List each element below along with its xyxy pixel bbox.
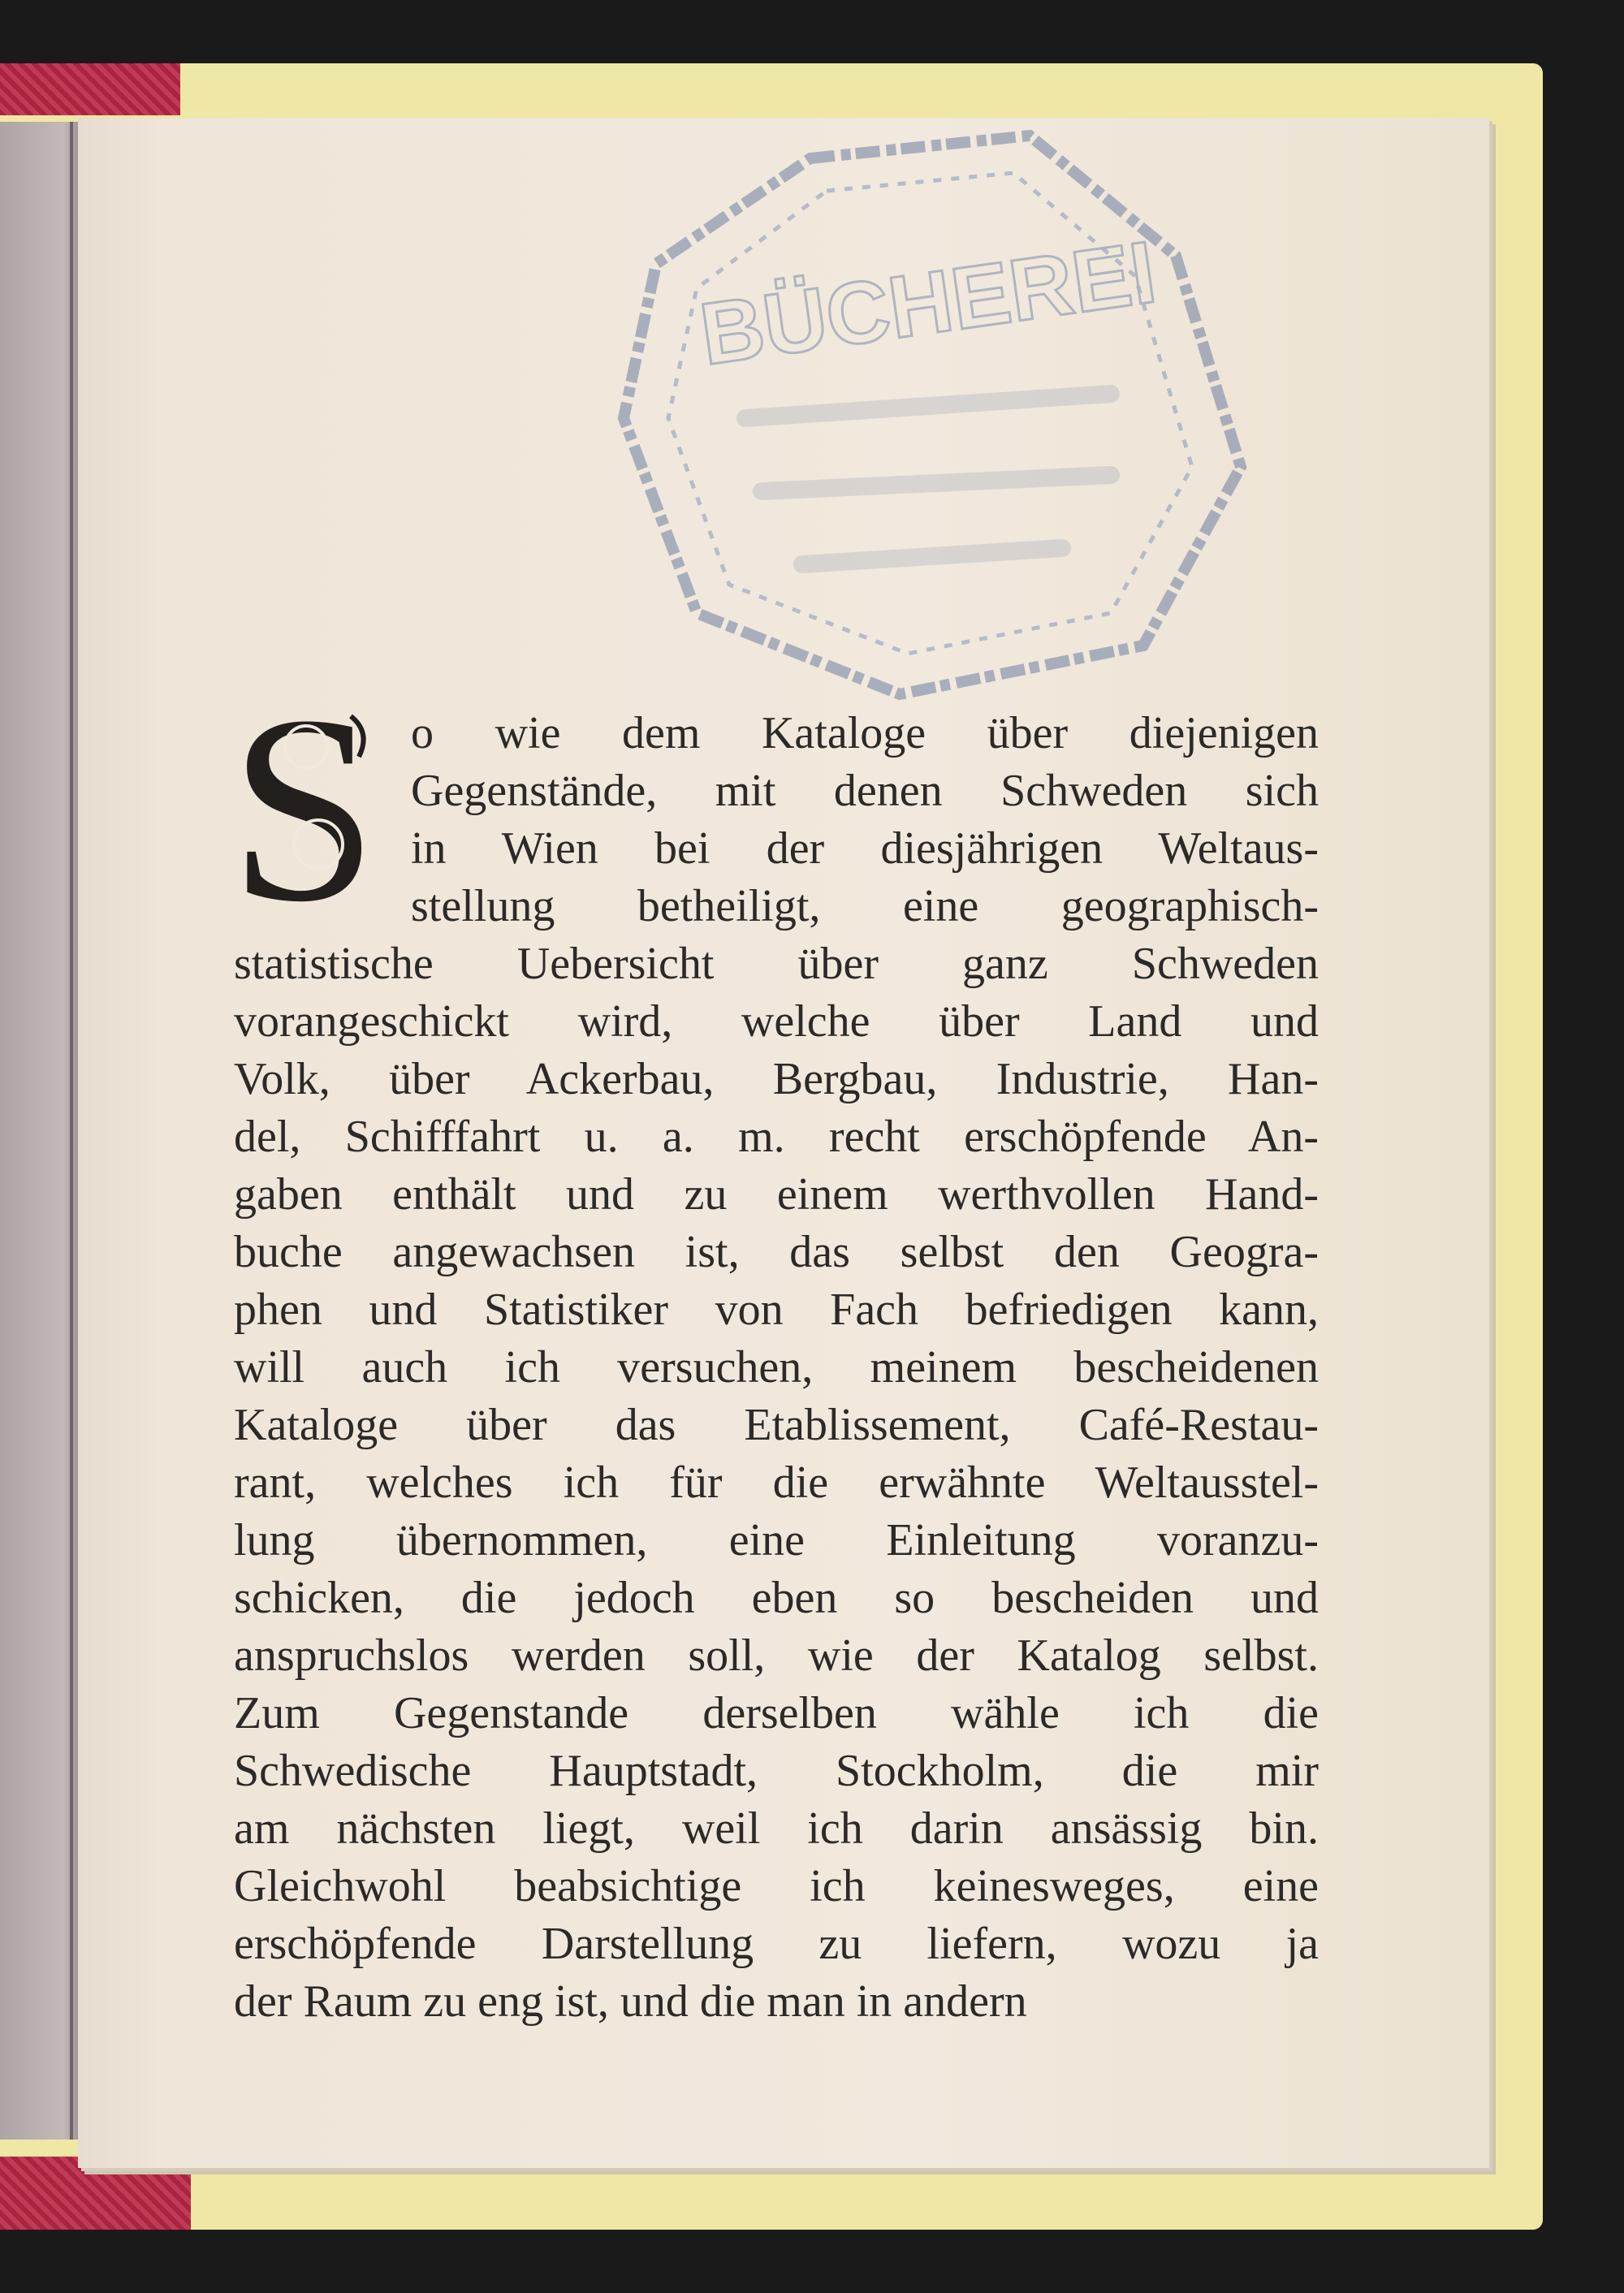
spine-fold	[70, 122, 73, 2140]
library-stamp	[607, 126, 1255, 709]
text-line: vorangeschickt wird, welche über Land und	[234, 996, 1319, 1047]
text-line: Zum Gegenstande derselben wähle ich die	[234, 1688, 1319, 1738]
text-line: lung übernommen, eine Einleitung voranzu-	[234, 1515, 1319, 1565]
text-line: phen und Statistiker von Fach befriedigen kann,	[234, 1285, 1319, 1335]
text-line: statistische Uebersicht über ganz Schweden	[234, 939, 1319, 989]
stamp-text: BÜCHEREI	[694, 222, 1162, 384]
text-line: buche angewachsen ist, das selbst den Geogra-	[234, 1227, 1319, 1277]
binding-cloth-top	[0, 63, 180, 115]
text-line: o wie dem Kataloge über diejenigen	[411, 708, 1319, 758]
text-line: will auch ich versuchen, meinem bescheidenen	[234, 1342, 1319, 1393]
text-line: schicken, die jedoch eben so bescheiden und	[234, 1573, 1319, 1623]
text-line: Volk, über Ackerbau, Bergbau, Industrie, Han-	[234, 1054, 1319, 1104]
text-line: in Wien bei der diesjährigen Weltaus-	[411, 823, 1319, 874]
text-line: gaben enthält und zu einem werthvollen Hand-	[234, 1169, 1319, 1220]
text-line: rant, welches ich für die erwähnte Weltausstel-	[234, 1457, 1319, 1508]
text-line: am nächsten liegt, weil ich darin ansässig bin.	[234, 1803, 1319, 1854]
text-line: Kataloge über das Etablissement, Café-Restau-	[234, 1400, 1319, 1450]
drop-cap-letter: S	[229, 661, 378, 957]
text-line: erschöpfende Darstellung zu liefern, wozu ja	[234, 1919, 1319, 1969]
text-line: Schwedische Hauptstadt, Stockholm, die mir	[234, 1746, 1319, 1796]
text-line: Gegenstände, mit denen Schweden sich	[411, 766, 1319, 816]
text-line: anspruchslos werden soll, wie der Katalog selbst.	[234, 1630, 1319, 1681]
text-line: Gleichwohl beabsichtige ich keinesweges, eine	[234, 1861, 1319, 1911]
text-line: der Raum zu eng ist, und die man in andern	[234, 1976, 1027, 2027]
text-line: del, Schifffahrt u. a. m. recht erschöpfende An-	[234, 1112, 1319, 1162]
body-text	[234, 705, 1319, 2031]
endpaper-left	[0, 122, 80, 2140]
text-line: stellung betheiligt, eine geographisch-	[411, 881, 1319, 931]
